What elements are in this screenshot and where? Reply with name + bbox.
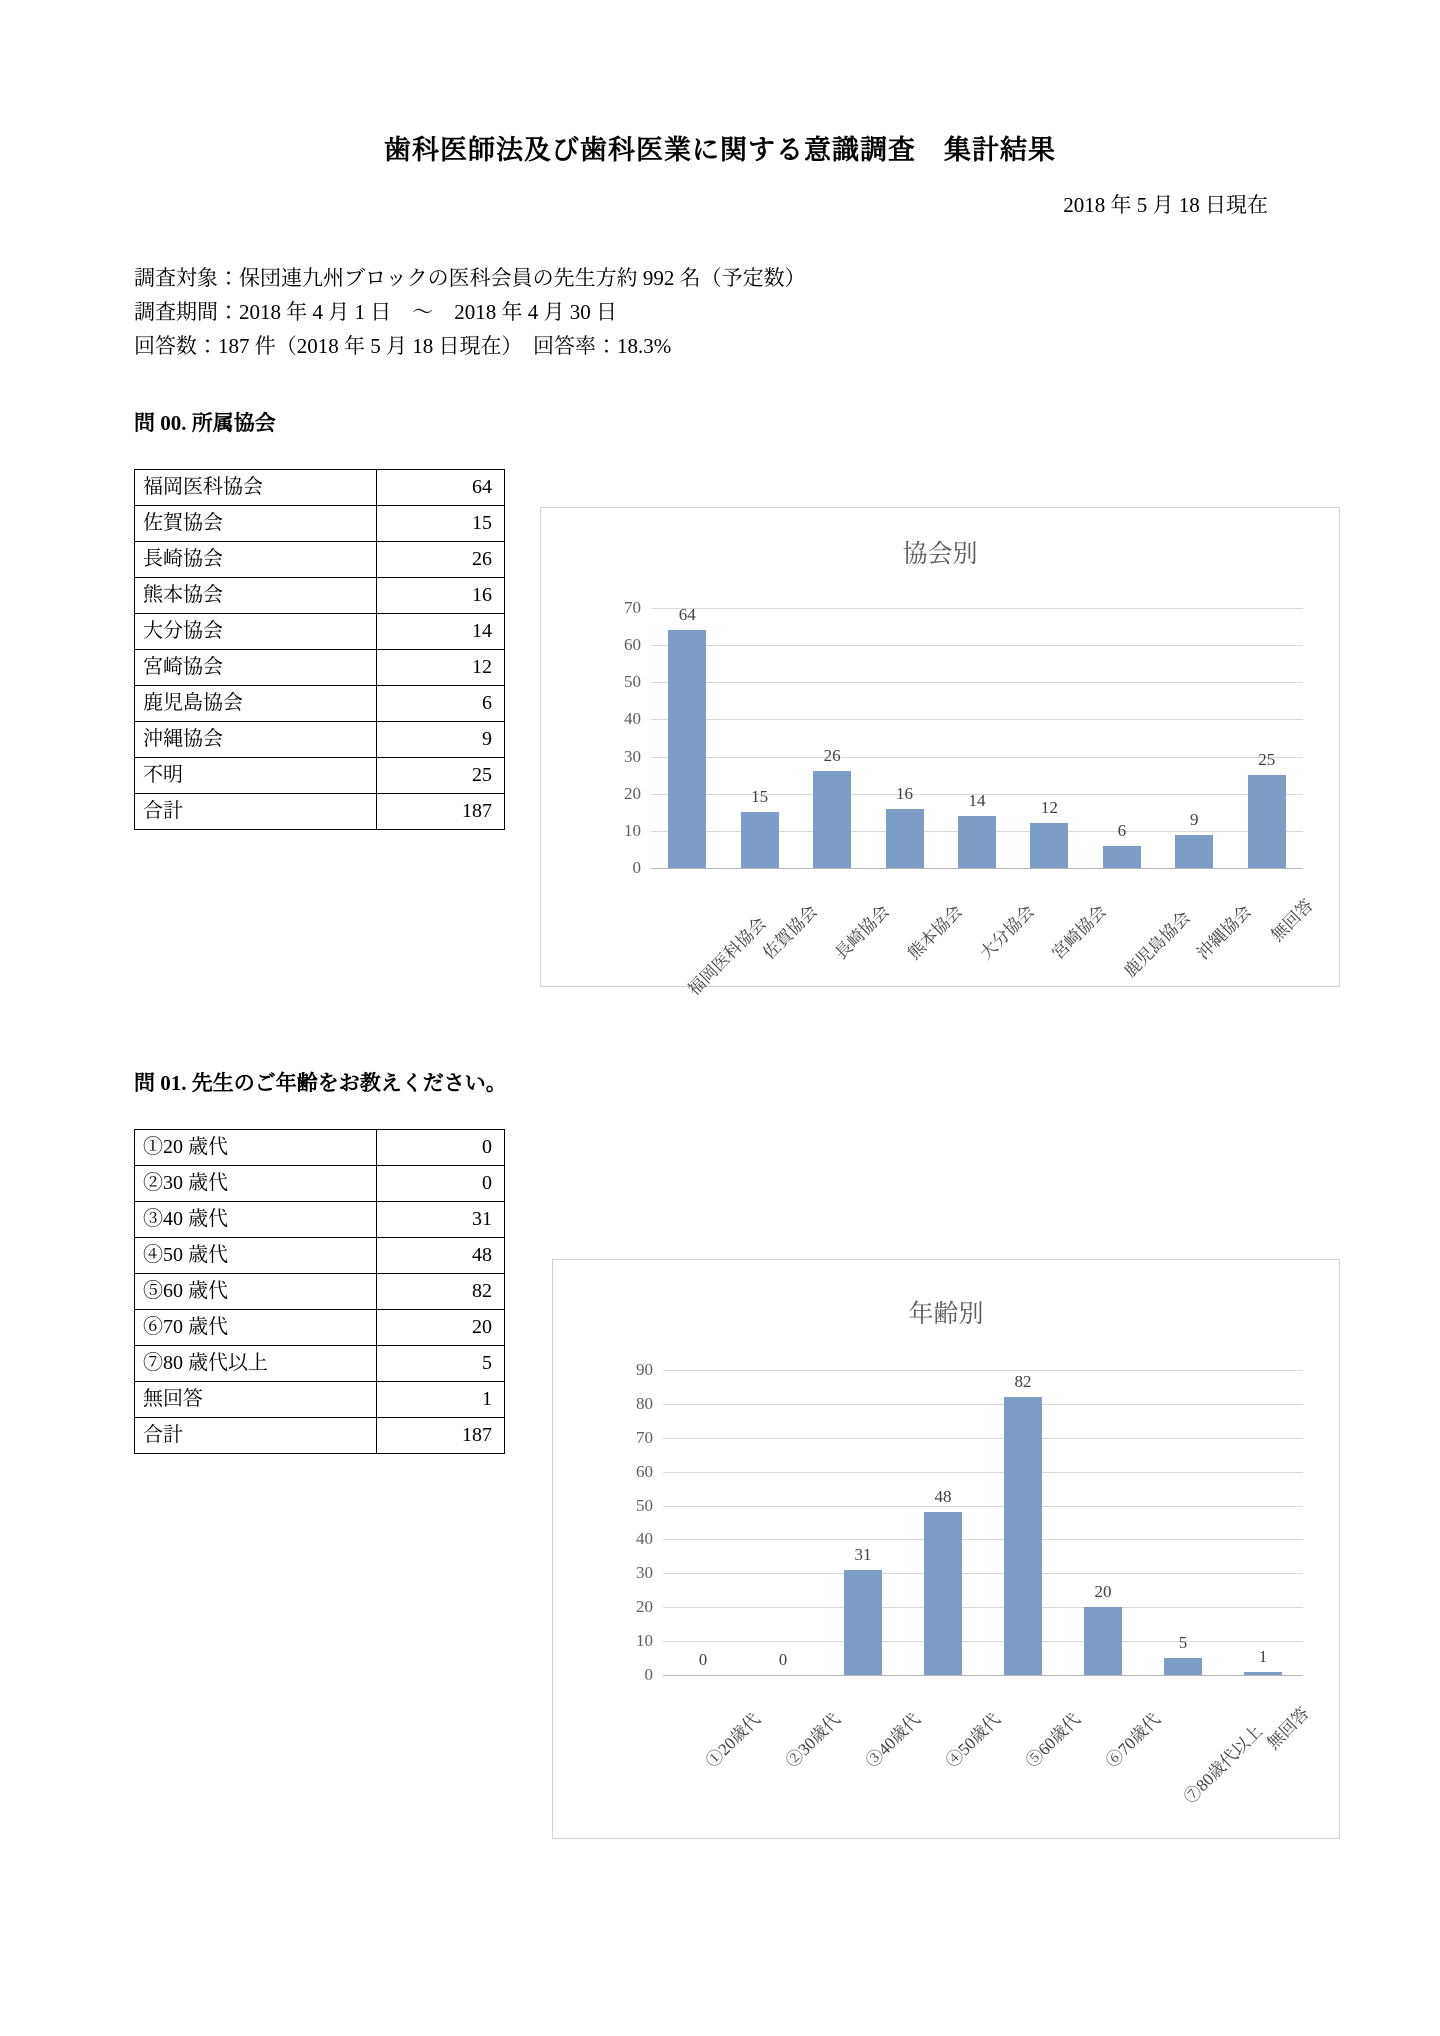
table-cell-label: 不明 [135, 758, 377, 794]
chart-bar [1164, 1658, 1202, 1675]
chart-y-tick-label: 30 [636, 1563, 653, 1583]
chart-value-label: 31 [854, 1545, 872, 1564]
table-cell-value: 25 [377, 758, 505, 794]
chart-bars [663, 1370, 1303, 1675]
chart-x-tick-label: ②30歳代 [782, 1709, 844, 1772]
table-cell-label: 合計 [135, 1418, 377, 1454]
chart-axis-line [651, 868, 1303, 869]
chart-bar-slot [941, 608, 1013, 868]
chart-x-slot [868, 874, 966, 964]
table-row [135, 650, 505, 686]
chart-y-tick-label: 40 [624, 709, 641, 729]
table-row [135, 758, 505, 794]
question-heading-00: 問 00. 所属協会 [134, 411, 276, 436]
table-row [135, 1202, 505, 1238]
chart-value-label: 5 [1178, 1633, 1188, 1653]
table-cell-value: 26 [377, 542, 505, 578]
table-cell-label: ⑦80 歳代以上 [135, 1346, 377, 1382]
chart-y-tick-label: 20 [636, 1597, 653, 1617]
table-cell-value: 48 [377, 1238, 505, 1274]
chart-y-tick-label: 70 [636, 1427, 653, 1447]
chart-x-slot [823, 1682, 924, 1772]
chart-x-tick-label: 沖縄協会 [1193, 901, 1256, 964]
chart-bar [1248, 775, 1286, 868]
chart-value-label: 14 [968, 791, 986, 811]
chart-x-slot [1086, 874, 1194, 982]
chart-bar [1030, 823, 1068, 868]
table-cell-label: 佐賀協会 [135, 506, 377, 542]
table-cell-label: ②30 歳代 [135, 1166, 377, 1202]
chart-bar-slot [983, 1370, 1063, 1675]
chart-bar-slot [1086, 608, 1158, 868]
frequency-table-01 [134, 1129, 505, 1454]
chart-bar [1103, 846, 1141, 868]
meta-line-responses: 回答数：187 件（2018 年 5 月 18 日現在） 回答率：18.3% [134, 334, 672, 359]
chart-bar-slot [663, 1370, 743, 1675]
table-row [135, 542, 505, 578]
table-cell-value: 0 [377, 1130, 505, 1166]
chart-y-tick-label: 60 [636, 1461, 653, 1481]
chart-x-tick-label: ③40歳代 [862, 1709, 924, 1772]
chart-bar [844, 1570, 882, 1675]
table-cell-label: 福岡医科協会 [135, 470, 377, 506]
table-row [135, 578, 505, 614]
table-cell-label: 合計 [135, 794, 377, 830]
chart-x-tick-label: ⑤60歳代 [1022, 1709, 1084, 1772]
chart-bar [741, 812, 779, 868]
chart-bar-slot [1013, 608, 1085, 868]
table-cell-value: 187 [377, 1418, 505, 1454]
chart-x-tick-label: 無回答 [1267, 895, 1317, 946]
table-cell-label: 鹿児島協会 [135, 686, 377, 722]
table-row [135, 1274, 505, 1310]
chart-bar-slot [868, 608, 940, 868]
chart-x-tick-label: ④50歳代 [942, 1709, 1004, 1772]
chart-value-label: 26 [823, 746, 841, 766]
chart-plot-area [624, 598, 1303, 878]
meta-line-period: 調査期間：2018 年 4 月 1 日 〜 2018 年 4 月 30 日 [134, 300, 617, 325]
chart-bar [813, 771, 851, 868]
question-heading-01: 問 01. 先生のご年齢をお教えください。 [134, 1071, 507, 1096]
table-cell-label: ③40 歳代 [135, 1202, 377, 1238]
chart-y-tick-label: 0 [632, 858, 641, 878]
chart-bar-slot [1231, 608, 1303, 868]
table-cell-label: ④50 歳代 [135, 1238, 377, 1274]
section-00 [0, 451, 1440, 1011]
chart-y-tick-label: 70 [624, 598, 641, 618]
chart-bar-slot [1223, 1370, 1303, 1675]
chart-x-tick-label: 宮崎協会 [1048, 901, 1111, 964]
table-row [135, 1166, 505, 1202]
table-cell-value: 6 [377, 686, 505, 722]
chart-bar [1175, 835, 1213, 868]
table-row [135, 1346, 505, 1382]
chart-x-slot [1013, 874, 1111, 964]
chart-bar [958, 816, 996, 868]
chart-bar-slot [1158, 608, 1230, 868]
chart-value-label: 64 [678, 605, 696, 625]
table-row [135, 794, 505, 830]
chart-bar [886, 809, 924, 868]
chart-x-tick-label: 熊本協会 [903, 901, 966, 964]
chart-bar-slot [723, 608, 795, 868]
chart-x-slot [983, 1682, 1084, 1772]
chart-bars [651, 605, 1303, 868]
chart-bar [668, 630, 706, 868]
chart-y-tick-label: 40 [636, 1529, 653, 1549]
table-cell-label: 熊本協会 [135, 578, 377, 614]
table-cell-label: 長崎協会 [135, 542, 377, 578]
chart-title: 年齢別 [908, 1301, 984, 1329]
table-cell-value: 20 [377, 1310, 505, 1346]
chart-x-tick-label: 鹿児島協会 [1120, 907, 1194, 982]
table-cell-value: 15 [377, 506, 505, 542]
table-row [135, 470, 505, 506]
table-cell-value: 14 [377, 614, 505, 650]
chart-value-label: 82 [1014, 1372, 1032, 1392]
table-row [135, 1382, 505, 1418]
chart-y-tick-label: 60 [624, 635, 641, 655]
chart-y-tick-label: 50 [636, 1495, 653, 1515]
chart-value-label: 15 [751, 787, 769, 807]
chart-y-tick-label: 10 [636, 1631, 653, 1651]
chart-x-slot [1231, 874, 1317, 946]
chart-value-label: 6 [1117, 820, 1127, 840]
table-cell-label: 無回答 [135, 1382, 377, 1418]
table-cell-label: ⑤60 歳代 [135, 1274, 377, 1310]
chart-plot-area [636, 1360, 1303, 1685]
chart-bar [1084, 1607, 1122, 1675]
chart-x-slot [723, 874, 821, 964]
table-row [135, 1418, 505, 1454]
chart-x-tick-label: 長崎協会 [831, 901, 894, 964]
table-row [135, 1130, 505, 1166]
table-cell-value: 64 [377, 470, 505, 506]
chart-bar [1244, 1672, 1282, 1675]
table-row [135, 506, 505, 542]
survey-meta [0, 261, 1440, 363]
chart-x-axis [651, 874, 1317, 1000]
chart-y-tick-label: 90 [636, 1360, 653, 1380]
chart-x-slot [1223, 1682, 1313, 1754]
chart-value-label: 9 [1190, 809, 1199, 829]
chart-value-label: 16 [896, 783, 914, 803]
chart-x-slot [941, 874, 1038, 964]
table-row [135, 1238, 505, 1274]
chart-association [540, 507, 1340, 1000]
chart-x-slot [1063, 1682, 1164, 1772]
chart-bar-slot [903, 1370, 983, 1675]
table-cell-label: 宮崎協会 [135, 650, 377, 686]
chart-x-tick-label: 大分協会 [976, 901, 1038, 964]
table-cell-value: 12 [377, 650, 505, 686]
chart-y-tick-label: 10 [624, 820, 641, 840]
chart-axis-line [663, 1675, 1303, 1676]
chart-x-slot [903, 1682, 1004, 1772]
chart-x-tick-label: 無回答 [1263, 1703, 1313, 1754]
chart-bar-slot [1143, 1370, 1223, 1675]
chart-x-axis [663, 1682, 1313, 1808]
page-title: 歯科医師法及び歯科医業に関する意識調査 集計結果 [384, 135, 1056, 165]
chart-x-tick-label: ⑥70歳代 [1102, 1709, 1164, 1772]
table-row [135, 686, 505, 722]
chart-y-tick-label: 80 [636, 1393, 653, 1413]
chart-x-tick-label: ⑦80歳代以上 [1180, 1721, 1266, 1808]
chart-x-slot [651, 874, 771, 1000]
chart-age [552, 1259, 1340, 1839]
chart-bar [924, 1512, 962, 1675]
table-cell-label: ⑥70 歳代 [135, 1310, 377, 1346]
table-cell-label: ①20 歳代 [135, 1130, 377, 1166]
table-row [135, 722, 505, 758]
chart-bar-slot [796, 608, 868, 868]
chart-x-tick-label: ①20歳代 [702, 1709, 764, 1772]
table-row [135, 1310, 505, 1346]
table-cell-value: 31 [377, 1202, 505, 1238]
chart-bar-slot [743, 1370, 823, 1675]
meta-line-target: 調査対象：保団連九州ブロックの医科会員の先生方約 992 名（予定数） [134, 266, 806, 290]
chart-value-label: 48 [934, 1487, 952, 1507]
chart-x-slot [1158, 874, 1256, 964]
table-row [135, 614, 505, 650]
chart-value-label: 0 [698, 1650, 708, 1670]
chart-y-tick-label: 20 [624, 783, 641, 803]
chart-x-slot [663, 1682, 764, 1772]
section-01 [0, 1111, 1440, 1808]
document-date: 2018 年 5 月 18 日現在 [1063, 193, 1268, 217]
chart-x-tick-label: 福岡医科協会 [684, 913, 771, 1000]
table-cell-value: 82 [377, 1274, 505, 1310]
table-cell-value: 16 [377, 578, 505, 614]
chart-title: 協会別 [902, 541, 978, 569]
frequency-table-00 [134, 469, 505, 830]
chart-y-tick-label: 0 [644, 1665, 653, 1685]
chart-x-slot [743, 1682, 844, 1772]
chart-bar-slot [1063, 1370, 1143, 1675]
chart-x-tick-label: 佐賀協会 [759, 901, 821, 964]
chart-bar-slot [823, 1370, 903, 1675]
chart-value-label: 1 [1258, 1646, 1268, 1666]
table-cell-value: 5 [377, 1346, 505, 1382]
chart-bar [1004, 1397, 1042, 1675]
chart-y-tick-label: 50 [624, 672, 641, 692]
chart-x-slot [796, 874, 894, 964]
chart-y-tick-label: 30 [624, 746, 641, 766]
chart-value-label: 20 [1094, 1582, 1112, 1602]
table-cell-label: 大分協会 [135, 614, 377, 650]
table-cell-value: 9 [377, 722, 505, 758]
table-cell-value: 1 [377, 1382, 505, 1418]
chart-value-label: 0 [778, 1650, 788, 1670]
chart-value-label: 12 [1040, 798, 1058, 818]
table-cell-value: 187 [377, 794, 505, 830]
table-cell-value: 0 [377, 1166, 505, 1202]
chart-value-label: 25 [1258, 750, 1276, 770]
chart-bar-slot [651, 605, 723, 868]
table-cell-label: 沖縄協会 [135, 722, 377, 758]
chart-x-slot [1143, 1682, 1266, 1808]
